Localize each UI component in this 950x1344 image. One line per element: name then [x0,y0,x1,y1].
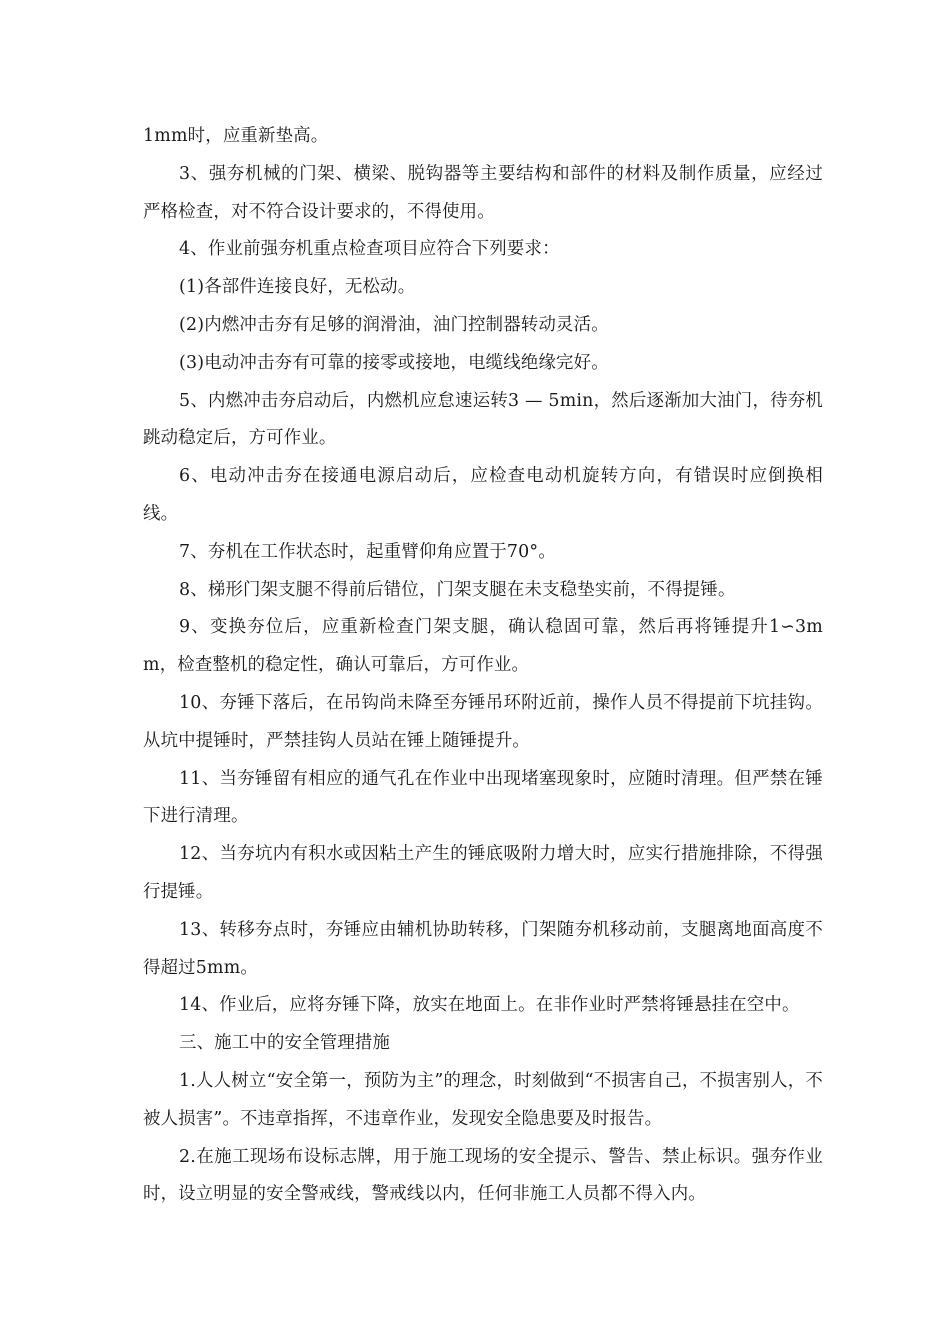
paragraph-item-9: 9、变换夯位后，应重新检查门架支腿，确认稳固可靠，然后再将锤提升1∽3mm，检查整机的稳定性，确认可靠后，方可作业。 [143,617,823,676]
paragraph-item-13: 13、转移夯点时，夯锤应由辅机协助转移，门架随夯机移动前，支腿离地面高度不得超过5mm。 [143,919,823,978]
paragraph-item-4: 4、作业前强夯机重点检查项目应符合下列要求： [179,239,560,260]
paragraph-item-7: 7、夯机在工作状态时，起重臂仰角应置于70°。 [179,541,556,562]
paragraph-subitem-2: (2)内燃冲击夯有足够的润滑油，油门控制器转动灵活。 [179,314,609,335]
paragraph-item-8: 8、梯形门架支腿不得前后错位，门架支腿在未支稳垫实前，不得提锤。 [179,579,736,600]
paragraph-subitem-1: (1)各部件连接良好，无松动。 [179,277,416,298]
paragraph-measure-2: 2.在施工现场布设标志牌，用于施工现场的安全提示、警告、禁止标识。强夯作业时，设立明显的安全警戒线，警戒线以内，任何非施工人员都不得入内。 [143,1146,823,1205]
paragraph-subitem-3: (3)电动冲击夯有可靠的接零或接地，电缆线绝缘完好。 [179,352,609,373]
paragraph-continuation: 1mm时，应重新垫高。 [143,126,329,146]
section-heading: 三、施工中的安全管理措施 [179,1033,391,1054]
paragraph-item-3: 3、强夯机械的门架、横梁、脱钩器等主要结构和部件的材料及制作质量，应经过严格检查，对不符合设计要求的，不得使用。 [143,163,823,222]
paragraph-item-11: 11、当夯锤留有相应的通气孔在作业中出现堵塞现象时，应随时清理。但严禁在锤下进行清理。 [143,768,823,827]
paragraph-measure-1: 1.人人树立“安全第一，预防为主”的理念，时刻做到“不损害自己，不损害别人，不被人损害”。不违章指挥，不违章作业，发现安全隐患要及时报告。 [143,1070,823,1129]
paragraph-item-10: 10、夯锤下落后，在吊钩尚未降至夯锤吊环附近前，操作人员不得提前下坑挂钩。从坑中提锤时，严禁挂钩人员站在锤上随锤提升。 [143,692,823,751]
paragraph-item-12: 12、当夯坑内有积水或因粘土产生的锤底吸附力增大时，应实行措施排除，不得强行提锤。 [143,844,823,902]
paragraph-item-5: 5、内燃冲击夯启动后，内燃机应怠速运转3 — 5min，然后逐渐加大油门，待夯机跳动稳定后，方可作业。 [143,390,823,449]
paragraph-item-6: 6、电动冲击夯在接通电源启动后，应检查电动机旋转方向，有错误时应倒换相线。 [143,466,823,524]
paragraph-item-14: 14、作业后，应将夯锤下降，放实在地面上。在非作业时严禁将锤悬挂在空中。 [179,995,800,1016]
document-body [143,118,823,1214]
